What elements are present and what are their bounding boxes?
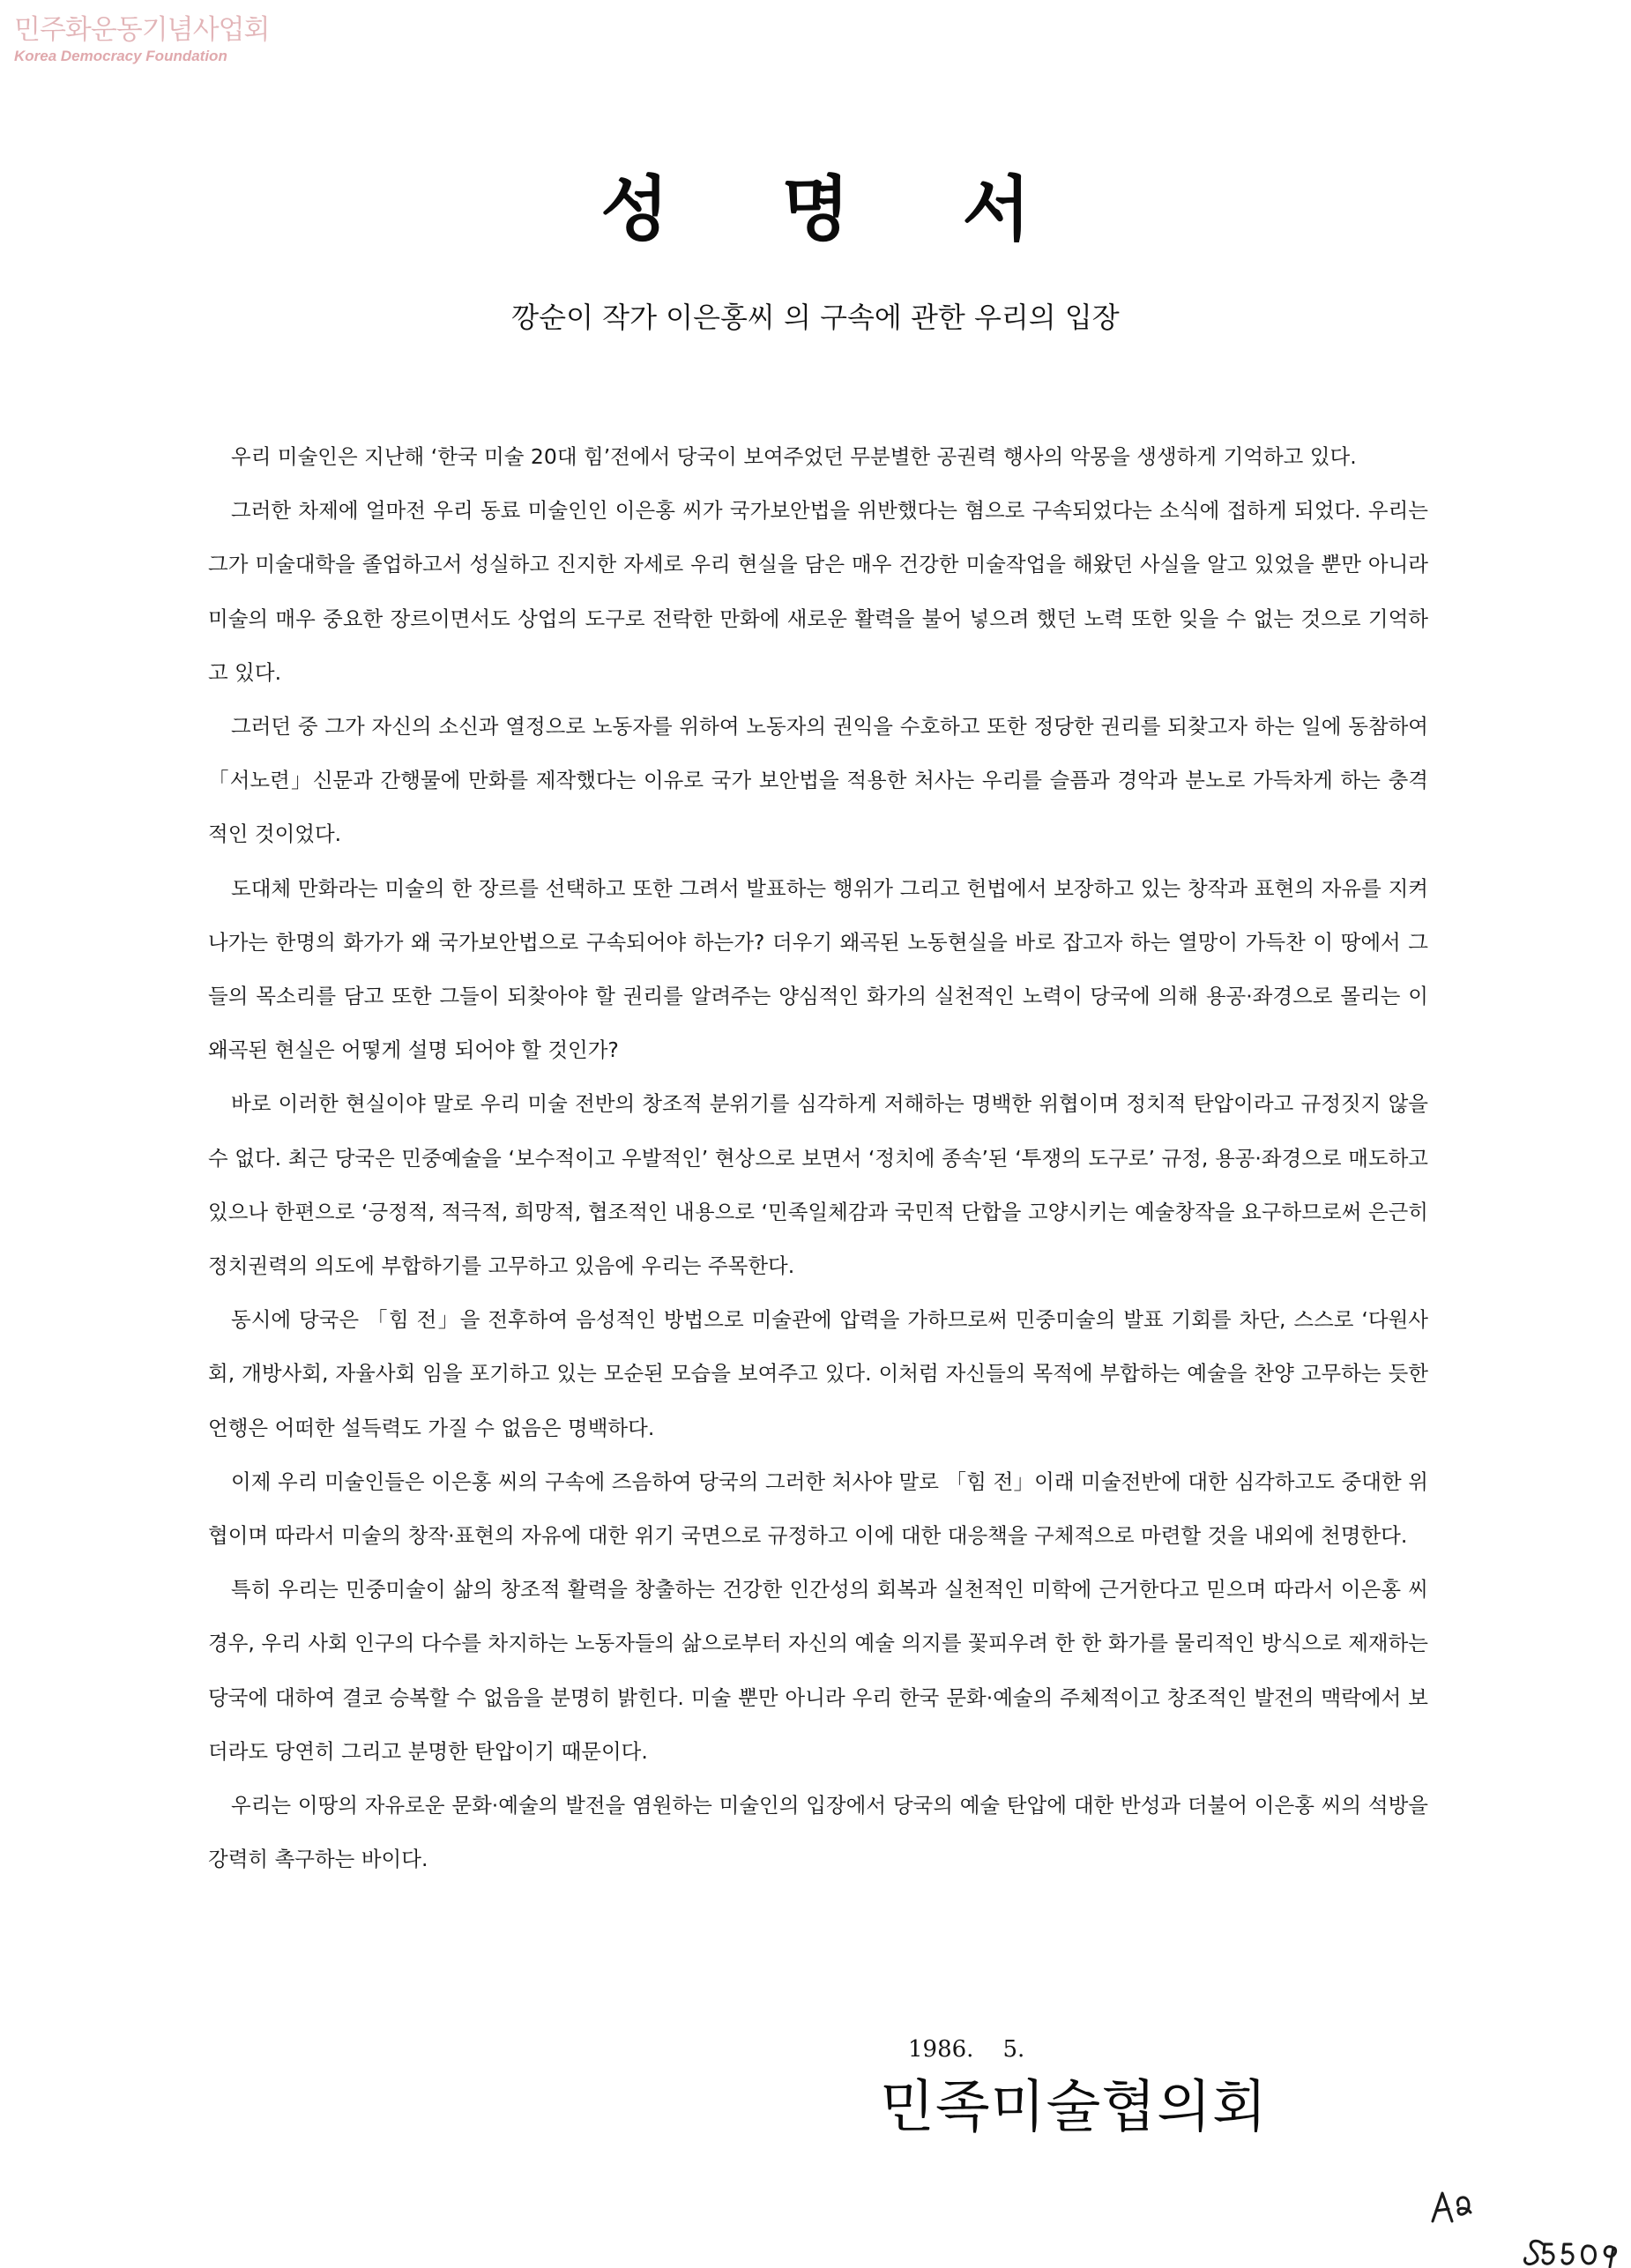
statement-paragraph: 그러던 중 그가 자신의 소신과 열정으로 노동자를 위하여 노동자의 권익을 수호하고 또한 정당한 권리를 되찾고자 하는 일에 동참하여 「서노련」신문과 간행물에 만화를 제작했다는 이유로 국가 보안법을 적용한 처사는 우리를 슬픔과 경악과 분노로 가득차게 하는 충격적인 것이었다. (208, 714, 1428, 847)
document-subtitle: 깡순이 작가 이은홍씨 의 구속에 관한 우리의 입장 (511, 301, 1120, 334)
statement-body (208, 430, 1428, 1886)
statement-paragraph: 바로 이러한 현실이야 말로 우리 미술 전반의 창조적 분위기를 심각하게 저해하는 명백한 위협이며 정치적 탄압이라고 규정짓지 않을 수 없다. 최근 당국은 민중예술을 ‘보수적이고 우발적인’ 현상으로 보면서 ‘정치에 종속’된 ‘투쟁의 도구로’ 규정, 용공·좌경으로 매도하고 있으나 한편으로 ‘긍정적, 적극적, 희망적, 협조적인 내용으로 ‘민족일체감과 국민적 단합을 고양시키는 예술창작을 요구하므로써 은근히 정치권력의 의도에 부합하기를 고무하고 있음에 우리는 주목한다. (208, 1091, 1428, 1279)
statement-paragraph: 특히 우리는 민중미술이 삶의 창조적 활력을 창출하는 건강한 인간성의 회복과 실천적인 미학에 근거한다고 믿으며 따라서 이은홍 씨 경우, 우리 사회 인구의 다수를 차지하는 노동자들의 삶으로부터 자신의 예술 의지를 꽃피우려 한 한 화가를 물리적인 방식으로 제재하는 당국에 대하여 결코 승복할 수 없음을 분명히 밝힌다. 미술 뿐만 아니라 우리 한국 문화·예술의 주체적이고 창조적인 발전의 맥락에서 보더라도 당연히 그리고 분명한 탄압이기 때문이다. (208, 1577, 1428, 1764)
document-title: 성 명 서 (600, 168, 1075, 250)
handwritten-archive-mark (1428, 2186, 1631, 2268)
statement-paragraph: 그러한 차제에 얼마전 우리 동료 미술인인 이은홍 씨가 국가보안법을 위반했다는 혐으로 구속되었다는 소식에 접하게 되었다. 우리는 그가 미술대학을 졸업하고서 성실하고 진지한 자세로 우리 현실을 담은 매우 건강한 미술작업을 해왔던 사실을 알고 있었을 뿐만 아니라 미술의 매우 중요한 장르이면서도 상업의 도구로 전락한 만화에 새로운 활력을 불어 넣으려 했던 노력 또한 잊을 수 없는 것으로 기억하고 있다. (208, 498, 1428, 685)
statement-paragraph: 우리는 이땅의 자유로운 문화·예술의 발전을 염원하는 미술인의 입장에서 당국의 예술 탄압에 대한 반성과 더불어 이은홍 씨의 석방을 강력히 촉구하는 바이다. (208, 1793, 1428, 1872)
watermark-english: Korea Democracy Foundation (14, 48, 227, 64)
statement-paragraph: 도대체 만화라는 미술의 한 장르를 선택하고 또한 그려서 발표하는 행위가 그리고 헌법에서 보장하고 있는 창작과 표현의 자유를 지켜나가는 한명의 화가가 왜 국가보안법으로 구속되어야 하는가? 더우기 왜곡된 노동현실을 바로 잡고자 하는 열망이 가득찬 이 땅에서 그들의 목소리를 담고 또한 그들이 되찾아야 할 권리를 알려주는 양심적인 화가의 실천적인 노력이 당국에 의해 용공·좌경으로 몰리는 이 왜곡된 현실은 어떻게 설명 되어야 할 것인가? (208, 875, 1428, 1063)
watermark-korean: 민주화운동기념사업회 (14, 14, 270, 46)
statement-paragraph: 우리 미술인은 지난해 ‘한국 미술 20대 힘’전에서 당국이 보여주었던 무분별한 공권력 행사의 악몽을 생생하게 기억하고 있다. (231, 444, 1357, 469)
foundation-watermark (14, 14, 279, 65)
statement-paragraph: 이제 우리 미술인들은 이은홍 씨의 구속에 즈음하여 당국의 그러한 처사야 말로 「힘 전」이래 미술전반에 대한 심각하고도 중대한 위협이며 따라서 미술의 창작·표현의 자유에 대한 위기 국면으로 규정하고 이에 대한 대응책을 구체적으로 마련할 것을 내외에 천명한다. (208, 1469, 1428, 1549)
issuing-organization: 민족미술협의회 (880, 2075, 1268, 2140)
statement-date: 1986. 5. (908, 2036, 1025, 2063)
statement-paragraph: 동시에 당국은 「힘 전」을 전후하여 음성적인 방법으로 미술관에 압력을 가하므로써 민중미술의 발표 기회를 차단, 스스로 ‘다원사회, 개방사회, 자율사회 임을 포기하고 있는 모순된 모습을 보여주고 있다. 이처럼 자신들의 목적에 부합하는 예술을 찬양 고무하는 듯한 언행은 어떠한 설득력도 가질 수 없음은 명백하다. (208, 1307, 1428, 1440)
